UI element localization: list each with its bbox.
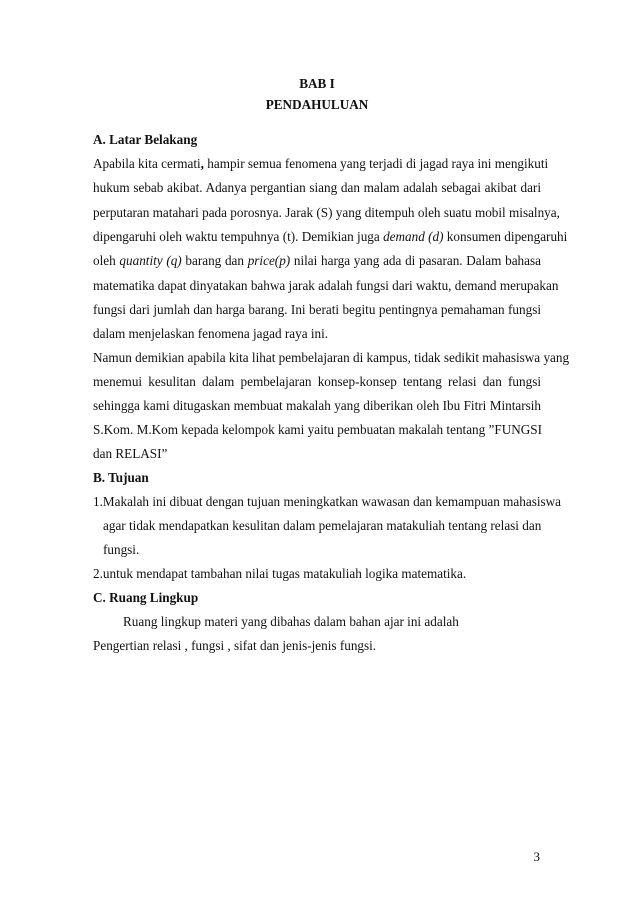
- paragraph-line: [93, 152, 549, 176]
- text-run-bold: ,: [200, 156, 204, 171]
- list-item-line: 1.Makalah ini dibuat dengan tujuan meningkatkan wawasan dan kemampuan mahasiswa: [93, 494, 562, 509]
- chapter-number: BAB I: [299, 76, 335, 91]
- paragraph-line: Ruang lingkup materi yang dibahas dalam bahan ajar ini adalah: [123, 614, 459, 629]
- paragraph-line: perputaran matahari pada porosnya. Jarak (S) yang ditempuh oleh suatu mobil misalnya,: [93, 205, 560, 220]
- section-c-heading: C. Ruang Lingkup: [93, 590, 199, 605]
- text-run: barang dan: [181, 253, 248, 268]
- paragraph-line: sehingga kami ditugaskan membuat makalah yang diberikan oleh Ibu Fitri Mintarsih: [93, 398, 541, 413]
- paragraph-line: dalam menjelaskan fenomena jagad raya ini.: [93, 326, 329, 341]
- list-item-line: agar tidak mendapatkan kesulitan dalam pemelajaran matakuliah tentang relasi dan: [103, 518, 542, 533]
- text-run: oleh: [93, 253, 120, 268]
- list-item-line: 2.untuk mendapat tambahan nilai tugas matakuliah logika matematika.: [93, 566, 467, 581]
- paragraph-line: dan RELASI”: [93, 446, 168, 461]
- paragraph-line: S.Kom. M.Kom kepada kelompok kami yaitu pembuatan makalah tentang ”FUNGSI: [93, 422, 543, 437]
- text-run: hampir semua fenomena yang terjadi di jagad raya ini mengikuti: [203, 156, 549, 171]
- paragraph-line: fungsi dari jumlah dan harga barang. Ini berati begitu pentingnya pemahaman fungsi: [93, 302, 541, 317]
- paragraph-line: hukum sebab akibat. Adanya pergantian siang dan malam adalah sebagai akibat dari: [93, 180, 541, 195]
- text-run: nilai harga yang ada di pasaran. Dalam bahasa: [290, 253, 541, 268]
- paragraph-line: Pengertian relasi , fungsi , sifat dan jenis-jenis fungsi.: [93, 638, 377, 653]
- page-number: 3: [533, 849, 540, 864]
- text-run: konsumen dipengaruhi: [443, 229, 568, 244]
- text-run: dipengaruhi oleh waktu tempuhnya (t). Demikian juga: [93, 229, 384, 244]
- section-a-heading: A. Latar Belakang: [93, 132, 198, 147]
- paragraph-line: [93, 225, 568, 249]
- paragraph-line: Namun demikian apabila kita lihat pembelajaran di kampus, tidak sedikit mahasiswa yang: [93, 350, 570, 365]
- chapter-title: PENDAHULUAN: [265, 97, 369, 112]
- paragraph-line: matematika dapat dinyatakan bahwa jarak adalah fungsi dari waktu, demand merupakan: [93, 278, 559, 293]
- text-run-italic: price(p): [247, 253, 291, 268]
- section-b-heading: B. Tujuan: [93, 470, 149, 485]
- list-item-line: fungsi.: [103, 542, 140, 557]
- text-run: Apabila kita cermati: [93, 156, 201, 171]
- text-run-italic: demand (d): [383, 229, 444, 244]
- paragraph-line: [93, 249, 541, 273]
- paragraph-line: menemui kesulitan dalam pembelajaran konsep-konsep tentang relasi dan fungsi: [93, 374, 541, 389]
- text-run-italic: quantity (q): [119, 253, 182, 268]
